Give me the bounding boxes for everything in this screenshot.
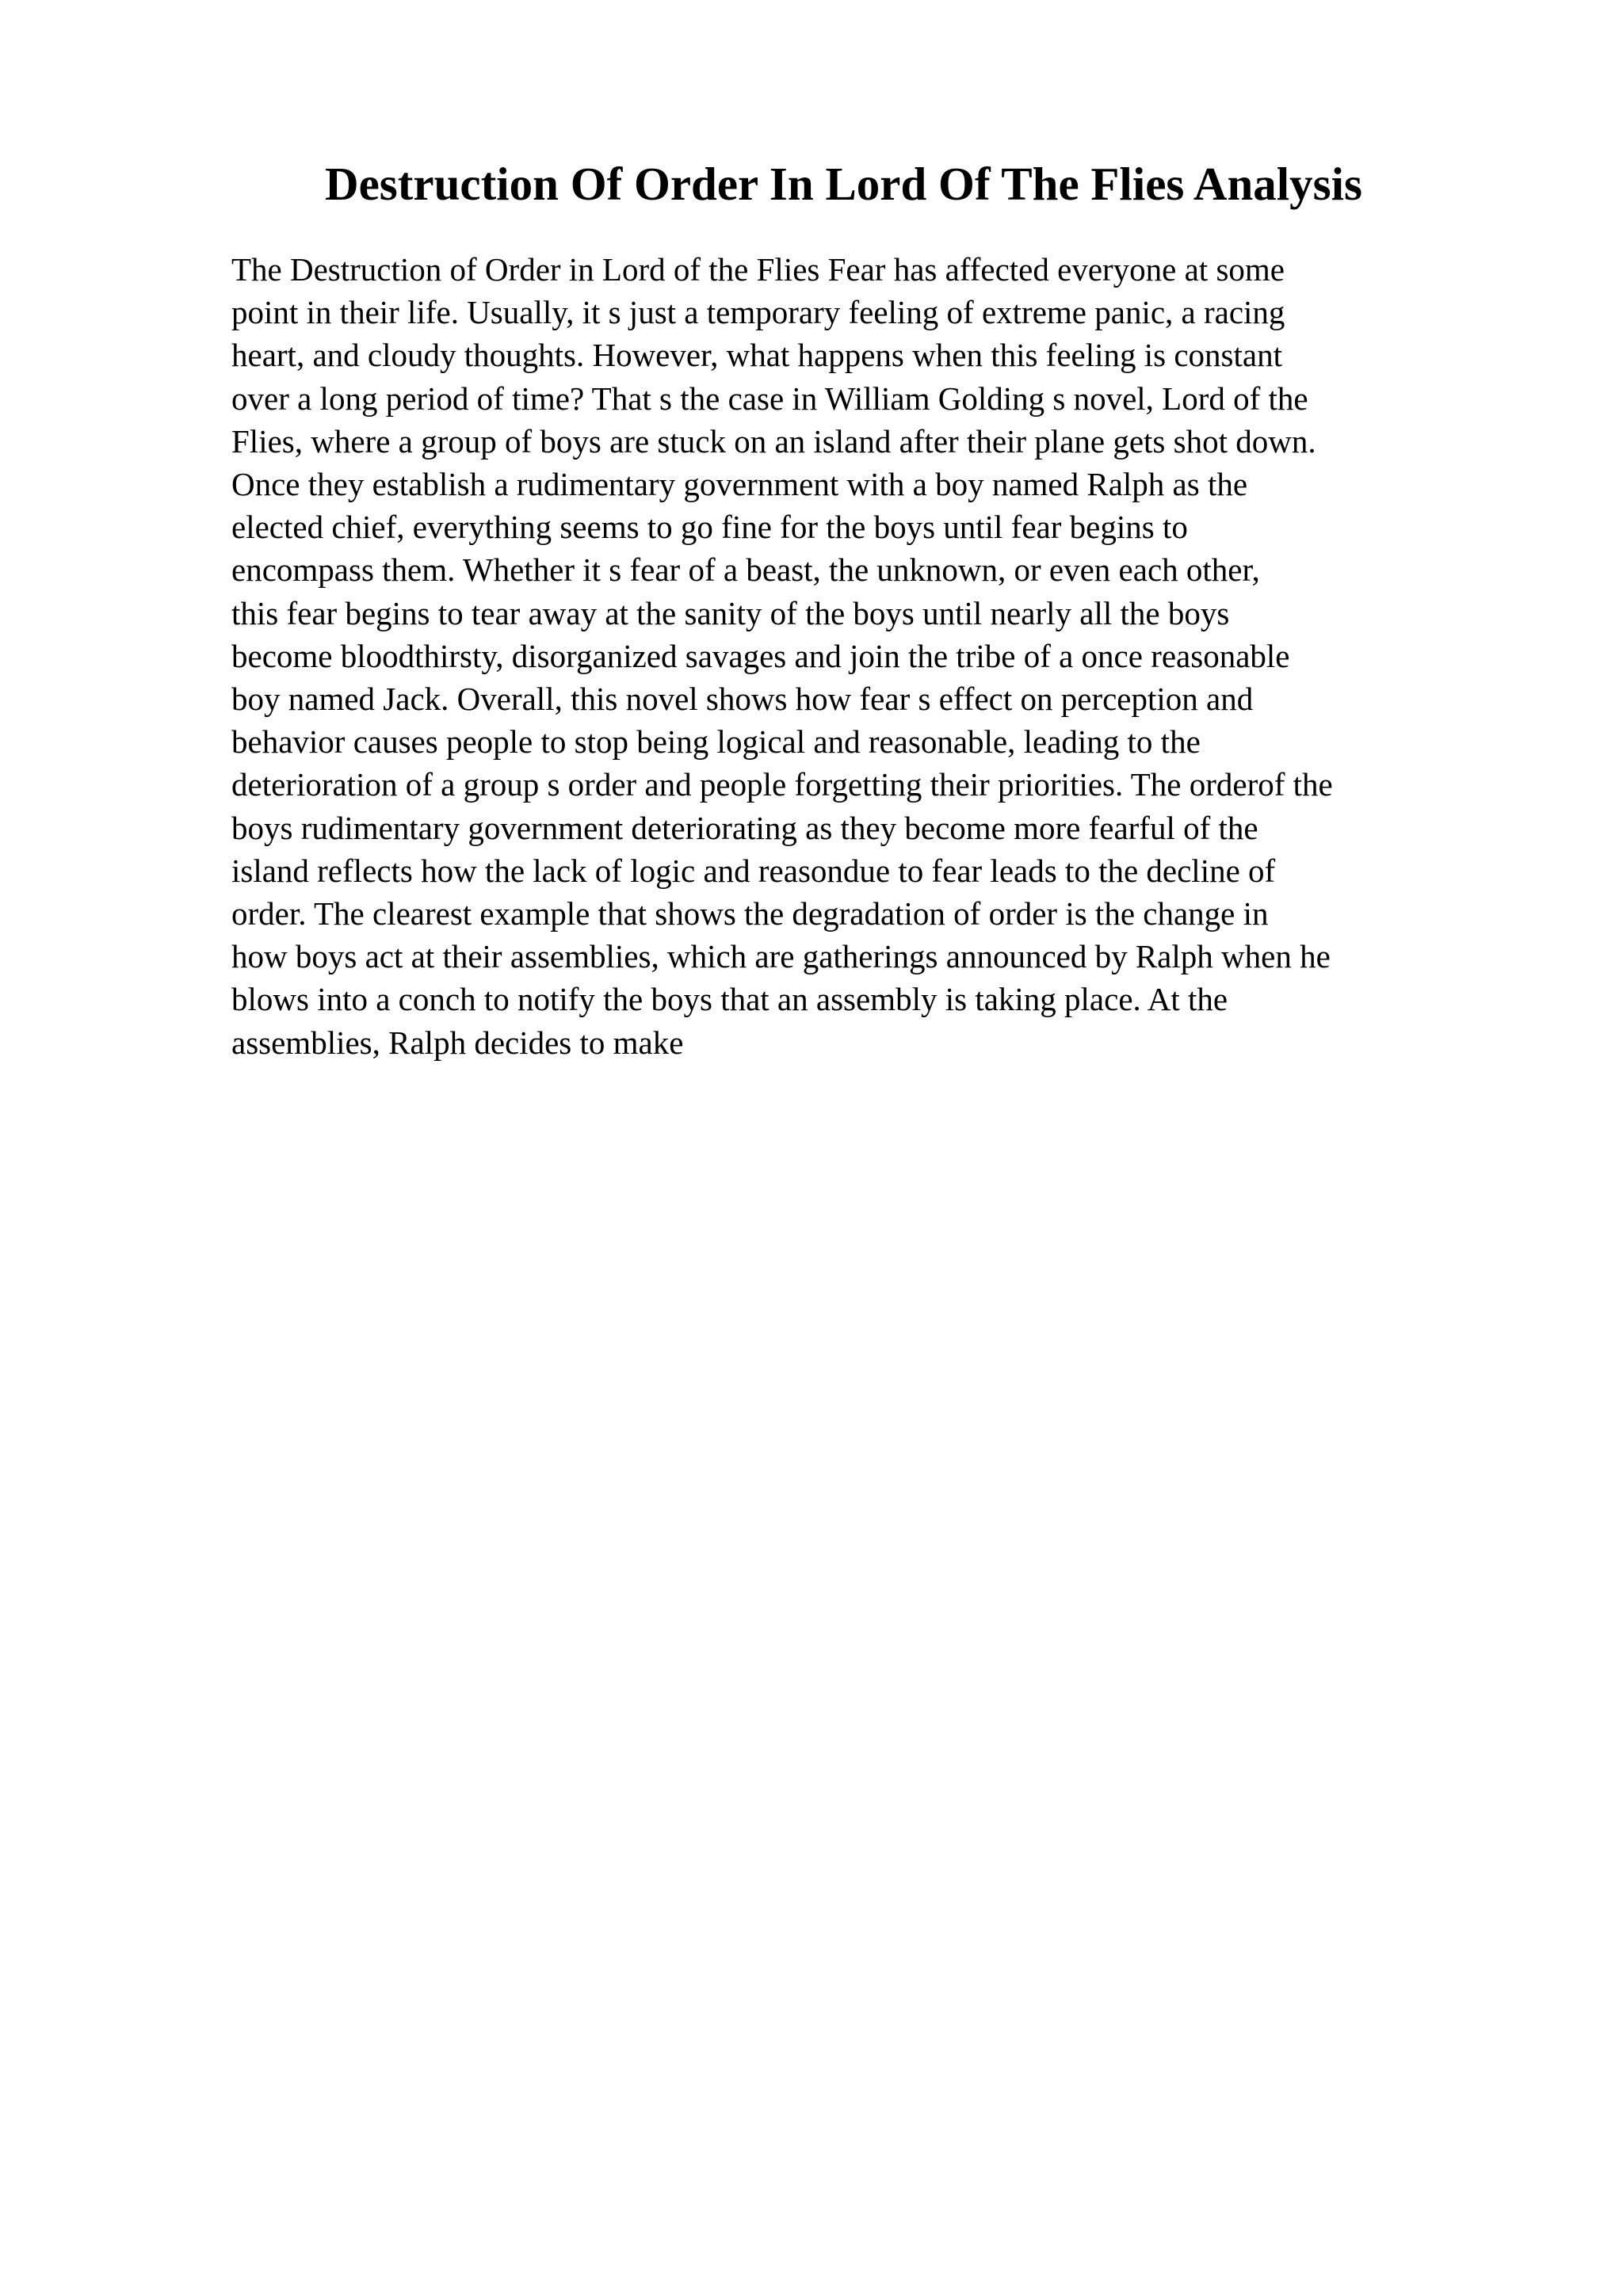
body-line: deterioration of a group s order and people forgetting their priorities. The orderof the [231,766,1333,803]
body-line: Flies, where a group of boys are stuck on an island after their plane gets shot down. [231,422,1316,460]
body-line: blows into a conch to notify the boys that an assembly is taking place. At the [231,981,1228,1018]
body-line: over a long period of time? That s the case in William Golding s novel, Lord of the [231,379,1308,417]
body-line: become bloodthirsty, disorganized savages and join the tribe of a once reasonable [231,637,1290,674]
body-line: behavior causes people to stop being logical and reasonable, leading to the [231,723,1201,761]
document-body [231,248,1499,1064]
body-line: island reflects how the lack of logic and reasondue to fear leads to the decline of [231,852,1276,889]
document-title: Destruction Of Order In Lord Of The Flies Analysis [325,158,1362,210]
body-line: point in their life. Usually, it s just a temporary feeling of extreme panic, a racing [231,294,1285,331]
body-line: boy named Jack. Overall, this novel shows how fear s effect on perception and [231,681,1254,718]
body-line: heart, and cloudy thoughts. However, what happens when this feeling is constant [231,337,1282,374]
body-line: boys rudimentary government deteriorating as they become more fearful of the [231,809,1258,846]
body-line: Once they establish a rudimentary government with a boy named Ralph as the [231,466,1248,503]
body-line: this fear begins to tear away at the sanity of the boys until nearly all the boys [231,594,1230,631]
body-line: order. The clearest example that shows the degradation of order is the change in [231,895,1269,933]
body-line: how boys act at their assemblies, which are gatherings announced by Ralph when he [231,938,1331,975]
body-line: encompass them. Whether it s fear of a beast, the unknown, or even each other, [231,551,1260,589]
body-line: elected chief, everything seems to go fine for the boys until fear begins to [231,509,1188,546]
body-line: The Destruction of Order in Lord of the Flies Fear has affected everyone at some [231,251,1285,288]
body-line: assemblies, Ralph decides to make [231,1024,684,1061]
